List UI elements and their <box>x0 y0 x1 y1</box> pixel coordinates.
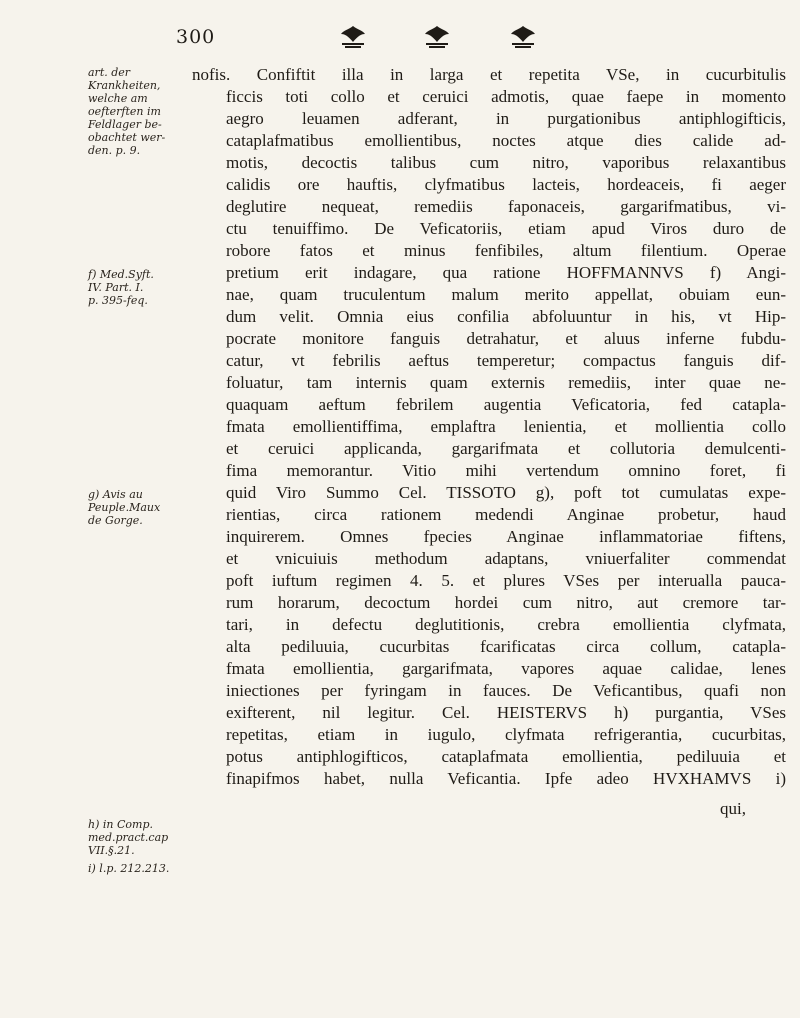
margin-line: VII.§.21. <box>88 844 135 857</box>
margin-line: g) Avis au <box>88 488 143 501</box>
ornament-icon <box>338 24 368 50</box>
margin-note-a <box>88 66 188 157</box>
margin-line: h) in Comp. <box>88 818 153 831</box>
margin-line: p. 395-feq. <box>88 294 148 307</box>
text-line: ctu tenuiffimo. De Veficatoriis, etiam apud Viros duro de <box>226 219 786 238</box>
margin-line: art. der <box>88 66 131 79</box>
text-line: nae, quam truculentum malum merito appellat, obuiam eun- <box>226 285 786 304</box>
margin-line: welche am <box>88 92 148 105</box>
margin-line: Krankheiten, <box>88 79 161 92</box>
margin-note-g <box>88 488 188 527</box>
text-line: et ceruici applicanda, gargarifmata et collutoria demulcenti- <box>226 439 786 458</box>
text-line: fima memorantur. Vitio mihi vertendum omnino foret, fi <box>226 461 786 480</box>
text-line: foluatur, tam internis quam externis remediis, inter quae ne- <box>226 373 786 392</box>
text-line: quid Viro Summo Cel. TISSOTO g), poft tot cumulatas expe- <box>226 483 786 502</box>
ornament-icon <box>422 24 452 50</box>
text-line: dum velit. Omnia eius confilia abfoluuntur in his, vt Hip- <box>226 307 786 326</box>
text-line: tari, in defectu deglutitionis, crebra emollientia clyfmata, <box>226 615 786 634</box>
text-line: motis, decoctis talibus cum nitro, vaporibus relaxantibus <box>226 153 786 172</box>
text-line: fmata emollientiffima, emplaftra lenientia, et mollientia collo <box>226 417 786 436</box>
margin-note-h <box>88 818 188 857</box>
page-header <box>0 14 800 54</box>
margin-note-f <box>88 268 188 307</box>
margin-line: de Gorge. <box>88 514 143 527</box>
margin-line: Peuple.Maux <box>88 501 161 514</box>
text-line: inquirerem. Omnes fpecies Anginae inflammatoriae fiftens, <box>226 527 786 546</box>
text-line: deglutire nequeat, remediis faponaceis, gargarifmatibus, vi- <box>226 197 786 216</box>
margin-line: Feldlager be- <box>88 118 162 131</box>
text-line: cataplafmatibus emollientibus, noctes atque dies calide ad- <box>226 131 786 150</box>
text-line: alta pediluuia, cucurbitas fcarificatas circa collum, catapla- <box>226 637 786 656</box>
margin-line: f) Med.Syft. <box>88 268 154 281</box>
text-line: calidis ore hauftis, clyfmatibus lacteis, hordeaceis, fi aeger <box>226 175 786 194</box>
catchword: qui, <box>720 799 746 818</box>
text-line: exifterent, nil legitur. Cel. HEISTERVS h) purgantia, VSes <box>226 703 786 722</box>
margin-line: den. p. 9. <box>88 144 141 157</box>
margin-line: med.pract.cap <box>88 831 169 844</box>
text-line: pocrate monitore fanguis detrahatur, et aluus inferne fubdu- <box>226 329 786 348</box>
text-line: quaquam aeftum febrilem augentia Veficatoria, fed catapla- <box>226 395 786 414</box>
text-line: robore fatos et minus fenfibiles, altum filentium. Operae <box>226 241 786 260</box>
text-line: aegro leuamen adferant, in purgationibus antiphlogifticis, <box>226 109 786 128</box>
text-line: iniectiones per fyringam in fauces. De Veficantibus, quafi non <box>226 681 786 700</box>
text-line: finapifmos habet, nulla Veficantia. Ipfe adeo HVXHAMVS i) <box>226 769 786 788</box>
text-line: ficcis toti collo et ceruici admotis, quae faepe in momento <box>226 87 786 106</box>
ornament-icon <box>508 24 538 50</box>
text-line: repetitas, etiam in iugulo, clyfmata refrigerantia, cucurbitas, <box>226 725 786 744</box>
page-number: 300 <box>176 26 216 48</box>
text-line: fmata emollientia, gargarifmata, vapores aquae calidae, lenes <box>226 659 786 678</box>
text-line: rum horarum, decoctum hordei cum nitro, aut cremore tar- <box>226 593 786 612</box>
margin-line: IV. Part. I. <box>88 281 144 294</box>
margin-line: i) l.p. 212.213. <box>88 862 170 875</box>
text-line: pretium erit indagare, qua ratione HOFFMANNVS f) Angi- <box>226 263 786 282</box>
margin-line: obachtet wer- <box>88 131 166 144</box>
text-line: poft iuftum regimen 4. 5. et plures VSes per interualla pauca- <box>226 571 786 590</box>
text-line: potus antiphlogifticos, cataplafmata emollientia, pediluuia et <box>226 747 786 766</box>
text-line: catur, vt febrilis aeftus temperetur; compactus fanguis dif- <box>226 351 786 370</box>
margin-line: oefterften im <box>88 105 161 118</box>
margin-note-i <box>88 862 188 875</box>
text-line: et vnicuiuis methodum adaptans, vniuerfaliter commendat <box>226 549 786 568</box>
text-line: nofis. Confiftit illa in larga et repetita VSe, in cucurbitulis <box>192 65 786 84</box>
text-line: rientias, circa rationem medendi Anginae probetur, haud <box>226 505 786 524</box>
